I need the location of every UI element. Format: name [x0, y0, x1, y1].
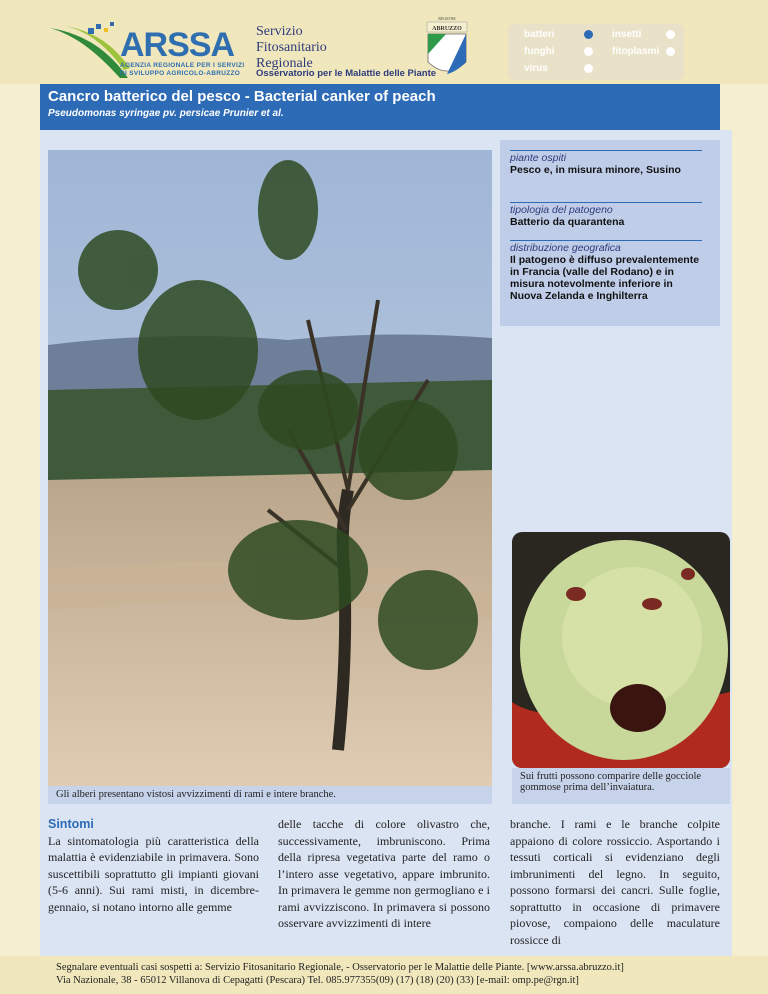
footer-line-1: Segnalare eventuali casi sospetti a: Servizio Fitosanitario Regionale, - Osservatorio per le Malattie delle Piante. [www.arssa.abruzzo.it]	[56, 962, 624, 973]
distribution-section	[510, 240, 702, 302]
tag-batteri[interactable]: batteri	[516, 28, 596, 41]
inactive-dot-icon	[666, 30, 675, 39]
category-tags	[508, 24, 684, 80]
peach-tree-photo	[48, 150, 492, 790]
pathogen-type-section	[510, 202, 702, 228]
fruit-photo-caption: Sui frutti possono comparire delle gocciole gommose prima dell’invaiatura.	[512, 768, 730, 804]
active-dot-icon	[584, 30, 593, 39]
section-heading: Sintomi	[48, 817, 94, 831]
svg-text:REGIONE: REGIONE	[438, 16, 456, 21]
pathogen-type-label: tipologia del patogeno	[510, 204, 613, 216]
observatory-label: Osservatorio per le Malattie delle Piante	[256, 68, 437, 79]
inactive-dot-icon	[584, 64, 593, 73]
tag-fitoplasmi[interactable]: fitoplasmi	[604, 45, 678, 58]
body-text-3: branche. I rami e le branche colpite appaiono di colore rossiccio. Asportando i tessuti corticali si evidenziano degli imbrunimenti del legno. In seguito, possono formarsi dei cancri. Sulle foglie, soprattutto in occasione di primavere piovose, compaiono delle maculature rossicce di	[510, 817, 720, 947]
distribution-label: distribuzione geografica	[510, 242, 621, 254]
page-title: Cancro batterico del pesco - Bacterial canker of peach	[48, 88, 436, 105]
body-column-2	[278, 816, 490, 932]
footer	[0, 956, 768, 994]
abruzzo-region-crest	[426, 14, 468, 80]
host-section	[510, 150, 702, 176]
tree-photo-caption: Gli alberi presentano vistosi avvizzimenti di rami e intere branche.	[48, 786, 492, 804]
inactive-dot-icon	[584, 47, 593, 56]
scientific-name: Pseudomonas syringae pv. persicae Prunier et al.	[48, 108, 284, 119]
host-value: Pesco e, in misura minore, Susino	[510, 164, 681, 176]
body-text-1: La sintomatologia più caratteristica della malattia è evidenziabile in primavera. Sono suscettibili soprattutto gli impianti giovani (5-6 anni). Sui rami misti, in dicembre-gennaio, si notano intorno alle gemme	[48, 833, 259, 914]
peach-fruit-photo	[512, 532, 730, 768]
inactive-dot-icon	[666, 47, 675, 56]
body-column-3	[510, 816, 720, 948]
distribution-value: Il patogeno è diffuso prevalentemente in Francia (valle del Rodano) e in misura notevolmente inferiore in Nuova Zelanda e Inghilterra	[510, 254, 700, 302]
body-column-1	[48, 816, 259, 915]
pathogen-type-value: Batterio da quarantena	[510, 216, 625, 228]
header	[0, 0, 768, 84]
tag-insetti[interactable]: insetti	[604, 28, 678, 41]
footer-line-2: Via Nazionale, 38 - 65012 Villanova di Cepagatti (Pescara) Tel. 085.977355(09) (17) (18) (20) (33) [e-mail: omp.pe@rgn.it]	[56, 975, 579, 986]
body-text-2: delle tacche di colore olivastro che, successivamente, imbruniscono. Prima della ripresa vegetativa parte del ramo o l’intero asse vegetativo, appare imbrunito. In primavera le gemme non germogliano e i rami avvizziscono. In primavera si possono osservare avvizzimenti di intere	[278, 817, 490, 930]
logo-subtitle: AGENZIA REGIONALE PER I SERVIZI DI SVILUPPO AGRICOLO-ABRUZZO	[120, 62, 245, 77]
info-box	[500, 140, 720, 326]
host-label: piante ospiti	[510, 152, 567, 164]
svg-text:ABRUZZO: ABRUZZO	[432, 26, 462, 32]
tag-funghi[interactable]: funghi	[516, 45, 596, 58]
title-bar	[40, 84, 720, 130]
tag-virus[interactable]: virus	[516, 62, 596, 75]
logo-wordmark: ARSSA	[120, 26, 235, 64]
service-name: Servizio Fitosanitario Regionale	[256, 24, 327, 71]
